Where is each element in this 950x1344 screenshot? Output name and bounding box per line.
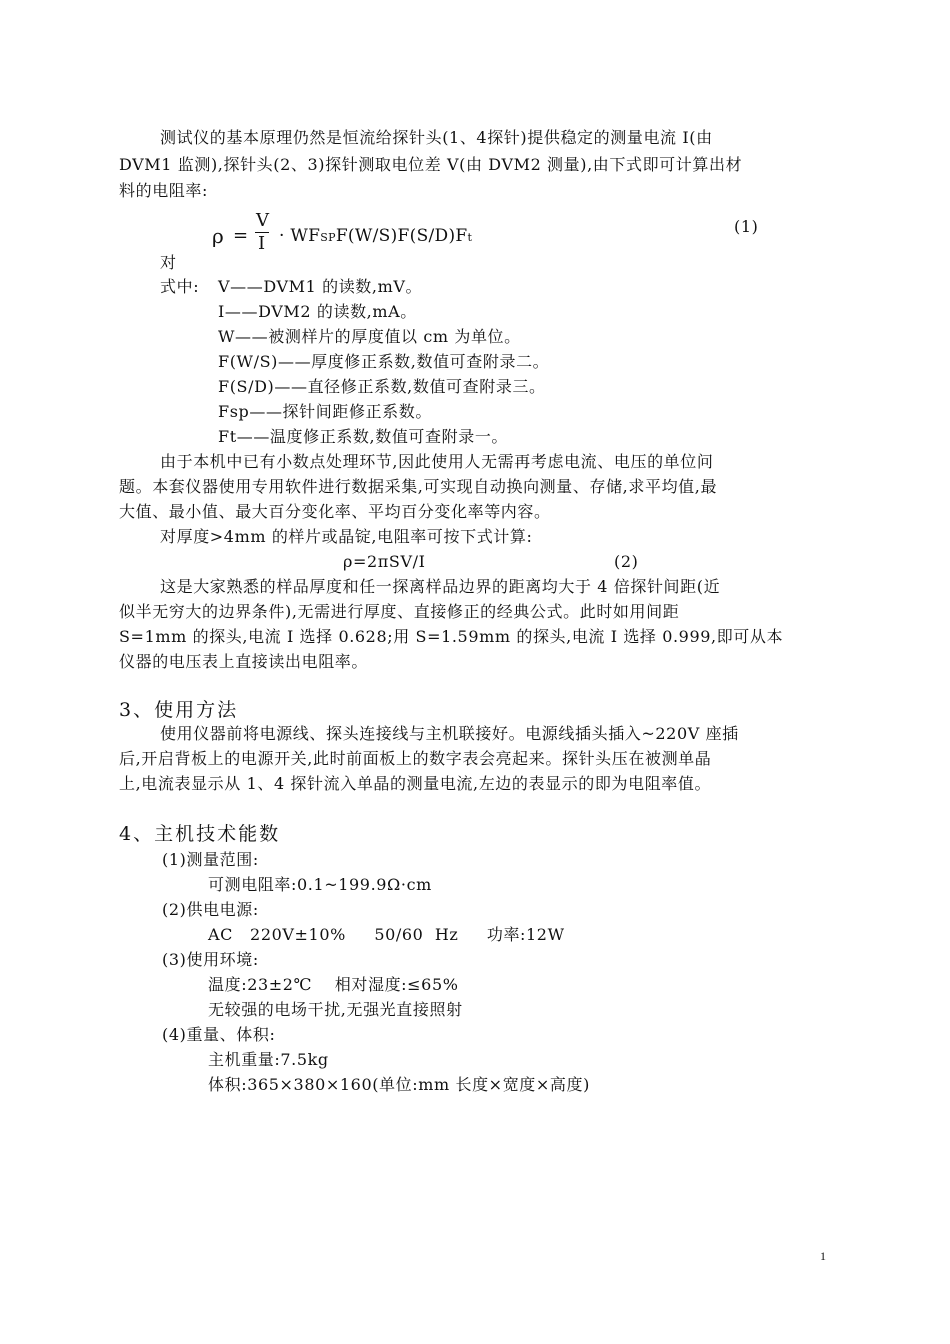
spec-power-label: (2)供电电源: (162, 900, 259, 919)
spec-env-label: (3)使用环境: (162, 950, 259, 969)
where-label: 式中: (160, 277, 200, 296)
spec-weight-label: (4)重量、体积: (162, 1025, 276, 1044)
classic-line-1: 这是大家熟悉的样品厚度和任一探离样品边界的距离均大于 4 倍探针间距(近 (160, 577, 721, 596)
formula-2-number: (2) (614, 552, 639, 571)
spec-volume-value: 体积:365×380×160(单位:mm 长度×宽度×高度) (208, 1075, 590, 1094)
spec-power-value: AC 220V±10% 50/60 Hz 功率:12W (208, 925, 565, 944)
decimal-line-2: 题。本套仪器使用专用软件进行数据采集,可实现自动换向测量、存储,求平均值,最 (119, 477, 718, 496)
formula-1-number: (1) (734, 217, 759, 236)
where-ft-definition: Ft——温度修正系数,数值可查附录一。 (218, 427, 509, 446)
page-number: 1 (820, 1249, 826, 1263)
classic-line-4: 仪器的电压表上直接读出电阻率。 (119, 652, 369, 671)
spec-env-value-1: 温度:23±2℃ 相对湿度:≤65% (208, 975, 459, 994)
formula-1-denominator: I (258, 233, 266, 254)
decimal-line-3: 大值、最小值、最大百分变化率、平均百分变化率等内容。 (119, 502, 551, 521)
where-fws-definition: F(W/S)——厚度修正系数,数值可查附录二。 (218, 352, 550, 371)
section-3-line-1: 使用仪器前将电源线、探头连接线与主机联接好。电源线插头插入~220V 座插 (160, 724, 739, 743)
section-3-line-3: 上,电流表显示从 1、4 探针流入单晶的测量电流,左边的表显示的即为电阻率值。 (119, 774, 712, 793)
thick-line-1: 对厚度>4mm 的样片或晶锭,电阻率可按下式计算: (160, 527, 533, 546)
spec-range-label: (1)测量范围: (162, 850, 259, 869)
formula-2-expression: ρ=2πSV/I (343, 552, 426, 571)
principle-line-1: 测试仪的基本原理仍然是恒流给探针头(1、4探针)提供稳定的测量电流 I(由 (160, 128, 713, 147)
where-v-definition: V——DVM1 的读数,mV。 (218, 277, 423, 296)
where-w-definition: W——被测样片的厚度值以 cm 为单位。 (218, 327, 521, 346)
principle-line-3: 料的电阻率: (119, 181, 208, 200)
where-fsd-definition: F(S/D)——直径修正系数,数值可查附录三。 (218, 377, 546, 396)
spec-env-value-2: 无较强的电场干扰,无强光直接照射 (208, 1000, 463, 1019)
spec-weight-value: 主机重量:7.5kg (208, 1050, 329, 1069)
classic-line-2: 似半无穷大的边界条件),无需进行厚度、直接修正的经典公式。此时如用间距 (119, 602, 680, 621)
where-fsp-definition: Fsp——探针间距修正系数。 (218, 402, 432, 421)
where-dui: 对 (160, 253, 177, 272)
formula-1-rho: ρ (212, 224, 225, 248)
spec-range-value: 可测电阻率:0.1~199.9Ω·cm (208, 875, 432, 894)
formula-1-numerator: V (256, 210, 270, 231)
formula-1-equals: = (233, 225, 249, 246)
formula-1-body: · WFSPF(W/S)F(S/D)Ft (279, 226, 473, 246)
section-3-title: 3、使用方法 (119, 699, 239, 721)
section-3-line-2: 后,开启背板上的电源开关,此时前面板上的数字表会亮起来。探针头压在被测单晶 (119, 749, 712, 768)
decimal-line-1: 由于本机中已有小数点处理环节,因此使用人无需再考虑电流、电压的单位问 (160, 452, 714, 471)
section-4-title: 4、主机技术能数 (119, 823, 281, 845)
principle-line-2: DVM1 监测),探针头(2、3)探针测取电位差 V(由 DVM2 测量),由下式即可计算出材 (119, 155, 743, 174)
where-i-definition: I——DVM2 的读数,mA。 (218, 302, 417, 321)
classic-line-3: S=1mm 的探头,电流 I 选择 0.628;用 S=1.59mm 的探头,电流 I 选择 0.999,即可从本 (119, 627, 784, 646)
